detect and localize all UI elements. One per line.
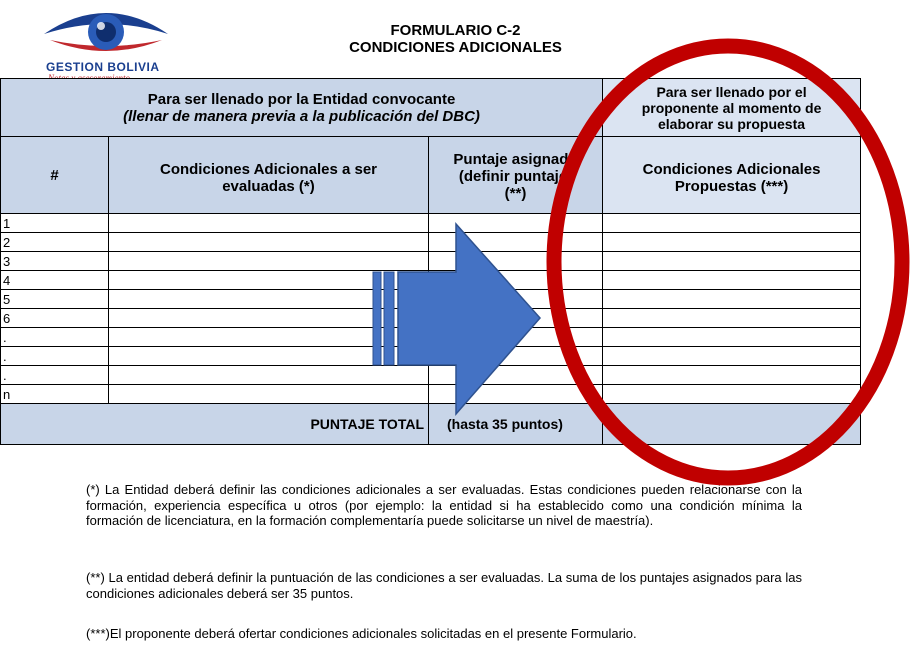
condition-cell[interactable]: [109, 252, 429, 271]
proponent-header-line3: elaborar su propuesta: [658, 115, 806, 132]
table-row: [1, 385, 861, 404]
proponent-header-line1: Para ser llenado por el: [656, 83, 807, 100]
row-number: .: [1, 366, 109, 385]
total-row: [1, 404, 861, 445]
proposed-cell[interactable]: [603, 290, 861, 309]
title-line1: FORMULARIO C-2: [390, 22, 521, 39]
condition-cell[interactable]: [109, 347, 429, 366]
col-conditions-header: [109, 137, 429, 214]
entity-header-line1: Para ser llenado por la Entidad convocante: [147, 90, 456, 108]
score-cell[interactable]: [429, 252, 603, 271]
proposed-cell[interactable]: [603, 328, 861, 347]
condition-cell[interactable]: [109, 271, 429, 290]
col-score-header: [429, 137, 603, 214]
table-row: [1, 366, 861, 385]
note-1: (*) La Entidad deberá definir las condiciones adicionales a ser evaluadas. Estas condiciones pueden relacionarse con la formación, experiencia específica u otros (por ejemplo: la entidad si ha establecido como una condición mínima la formación de licenciatura, en la formación complementaría puede solicitarse un nivel de maestría).: [86, 482, 802, 528]
condition-cell[interactable]: [109, 328, 429, 347]
conditions-table: [0, 78, 861, 445]
condition-cell[interactable]: [109, 233, 429, 252]
proponent-header: [603, 79, 861, 137]
table-row: [1, 271, 861, 290]
total-label: PUNTAJE TOTAL: [1, 404, 429, 445]
table-row: [1, 309, 861, 328]
proposed-cell[interactable]: [603, 309, 861, 328]
col-score-line3: (**): [504, 185, 527, 202]
score-cell[interactable]: [429, 347, 603, 366]
col-proposed-line1: Condiciones Adicionales: [642, 161, 821, 178]
title-line2: CONDICIONES ADICIONALES: [349, 39, 562, 56]
col-proposed-line2: Propuestas (***): [674, 178, 789, 195]
col-score-line1: Puntaje asignado: [453, 151, 578, 168]
col-conditions-line1: Condiciones Adicionales a ser: [159, 161, 377, 178]
score-cell[interactable]: [429, 309, 603, 328]
row-number: 1: [1, 214, 109, 233]
condition-cell[interactable]: [109, 309, 429, 328]
proposed-cell[interactable]: [603, 214, 861, 233]
row-number: 2: [1, 233, 109, 252]
table-row: [1, 347, 861, 366]
form-title: [0, 22, 911, 56]
condition-cell[interactable]: [109, 385, 429, 404]
proponent-header-line2: proponente al momento de: [641, 99, 822, 116]
row-number: n: [1, 385, 109, 404]
score-cell[interactable]: [429, 366, 603, 385]
score-cell[interactable]: [429, 214, 603, 233]
proposed-cell[interactable]: [603, 347, 861, 366]
proposed-cell[interactable]: [603, 271, 861, 290]
entity-header: [1, 79, 603, 137]
note-3: (***)El proponente deberá ofertar condiciones adicionales solicitadas en el presente Formulario.: [86, 626, 637, 641]
logo-name: GESTION BOLIVIA: [46, 60, 160, 74]
proposed-cell[interactable]: [603, 366, 861, 385]
row-number: .: [1, 328, 109, 347]
score-cell[interactable]: [429, 271, 603, 290]
total-value: (hasta 35 puntos): [429, 404, 603, 445]
table-row: [1, 328, 861, 347]
note-2: (**) La entidad deberá definir la puntuación de las condiciones a ser evaluadas. La suma de los puntajes asignados para las condiciones adicionales deberá ser 35 puntos.: [86, 570, 802, 601]
proposed-cell[interactable]: [603, 233, 861, 252]
table-row: [1, 290, 861, 309]
col-score-line2: (definir puntaje): [458, 168, 573, 185]
col-conditions-line2: evaluadas (*): [222, 178, 315, 195]
score-cell[interactable]: [429, 328, 603, 347]
row-number: 5: [1, 290, 109, 309]
condition-cell[interactable]: [109, 214, 429, 233]
proposed-cell[interactable]: [603, 385, 861, 404]
row-number: 4: [1, 271, 109, 290]
score-cell[interactable]: [429, 385, 603, 404]
condition-cell[interactable]: [109, 290, 429, 309]
proposed-cell[interactable]: [603, 252, 861, 271]
total-proposed-cell: [603, 404, 861, 445]
table-row: [1, 233, 861, 252]
row-number: 3: [1, 252, 109, 271]
row-number: 6: [1, 309, 109, 328]
score-cell[interactable]: [429, 290, 603, 309]
col-proposed-header: [603, 137, 861, 214]
entity-header-line2: (llenar de manera previa a la publicación del DBC): [123, 107, 480, 125]
table-row: [1, 214, 861, 233]
score-cell[interactable]: [429, 233, 603, 252]
col-num-header: #: [1, 137, 109, 214]
table-row: [1, 252, 861, 271]
condition-cell[interactable]: [109, 366, 429, 385]
row-number: .: [1, 347, 109, 366]
